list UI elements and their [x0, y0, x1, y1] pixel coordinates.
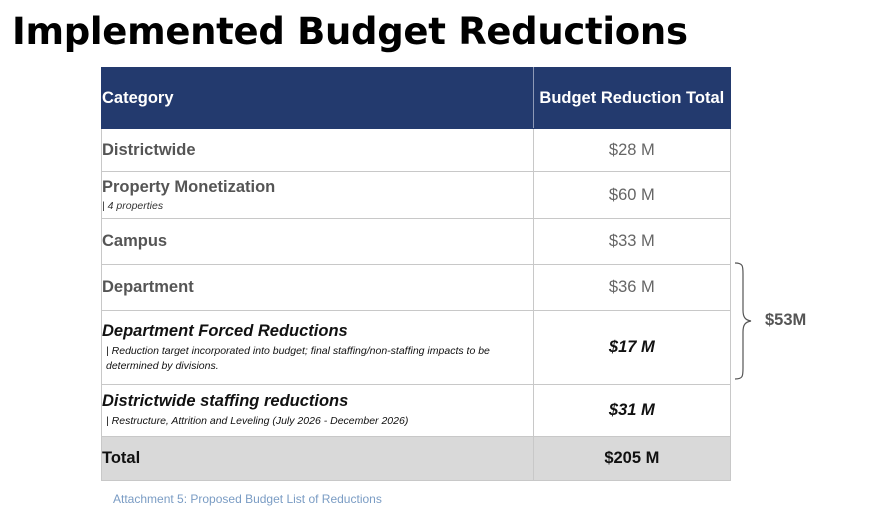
row-category-label: Department	[102, 278, 194, 296]
table-row-campus	[102, 219, 731, 265]
table-row-districtwide	[102, 129, 731, 172]
row-category	[102, 311, 534, 385]
total-value: $205 M	[533, 437, 730, 481]
row-category-label: Campus	[102, 232, 168, 250]
total-label: Total	[102, 437, 534, 481]
row-total: $33 M	[533, 219, 730, 265]
table-row-department	[102, 265, 731, 311]
attachment-footer-link[interactable]: Attachment 5: Proposed Budget List of Reductions	[113, 492, 382, 506]
brace-sum-label: $53M	[765, 311, 807, 329]
row-category-label: Districtwide staffing reductions	[102, 392, 349, 410]
header-budget-reduction-total: Budget Reduction Total	[533, 68, 730, 129]
row-category-label: Property Monetization	[102, 178, 276, 196]
row-category	[102, 129, 534, 172]
row-category	[102, 219, 534, 265]
header-category: Category	[102, 68, 534, 129]
page-title: Implemented Budget Reductions	[12, 10, 688, 53]
row-total: $60 M	[533, 172, 730, 219]
row-category	[102, 385, 534, 437]
row-category-label: Department Forced Reductions	[102, 321, 348, 340]
row-total: $31 M	[533, 385, 730, 437]
row-note: | Reduction target incorporated into budget; final staffing/non-staffing impacts to be determined by divisions.	[106, 344, 490, 372]
row-note: | Restructure, Attrition and Leveling (July 2026 - December 2026)	[106, 415, 409, 427]
row-category-label: Districtwide	[102, 140, 196, 159]
row-total: $17 M	[533, 311, 730, 385]
budget-reductions-table	[101, 67, 731, 481]
right-curly-brace	[733, 262, 753, 380]
table-row-department-forced-reductions	[102, 311, 731, 385]
table-row-property-monetization	[102, 172, 731, 219]
table-header-row	[102, 68, 731, 129]
table-total-row	[102, 437, 731, 481]
row-category	[102, 172, 534, 219]
table-row-districtwide-staffing-reductions	[102, 385, 731, 437]
row-total: $28 M	[533, 129, 730, 172]
row-category	[102, 265, 534, 311]
row-total: $36 M	[533, 265, 730, 311]
row-note: | 4 properties	[102, 200, 164, 212]
